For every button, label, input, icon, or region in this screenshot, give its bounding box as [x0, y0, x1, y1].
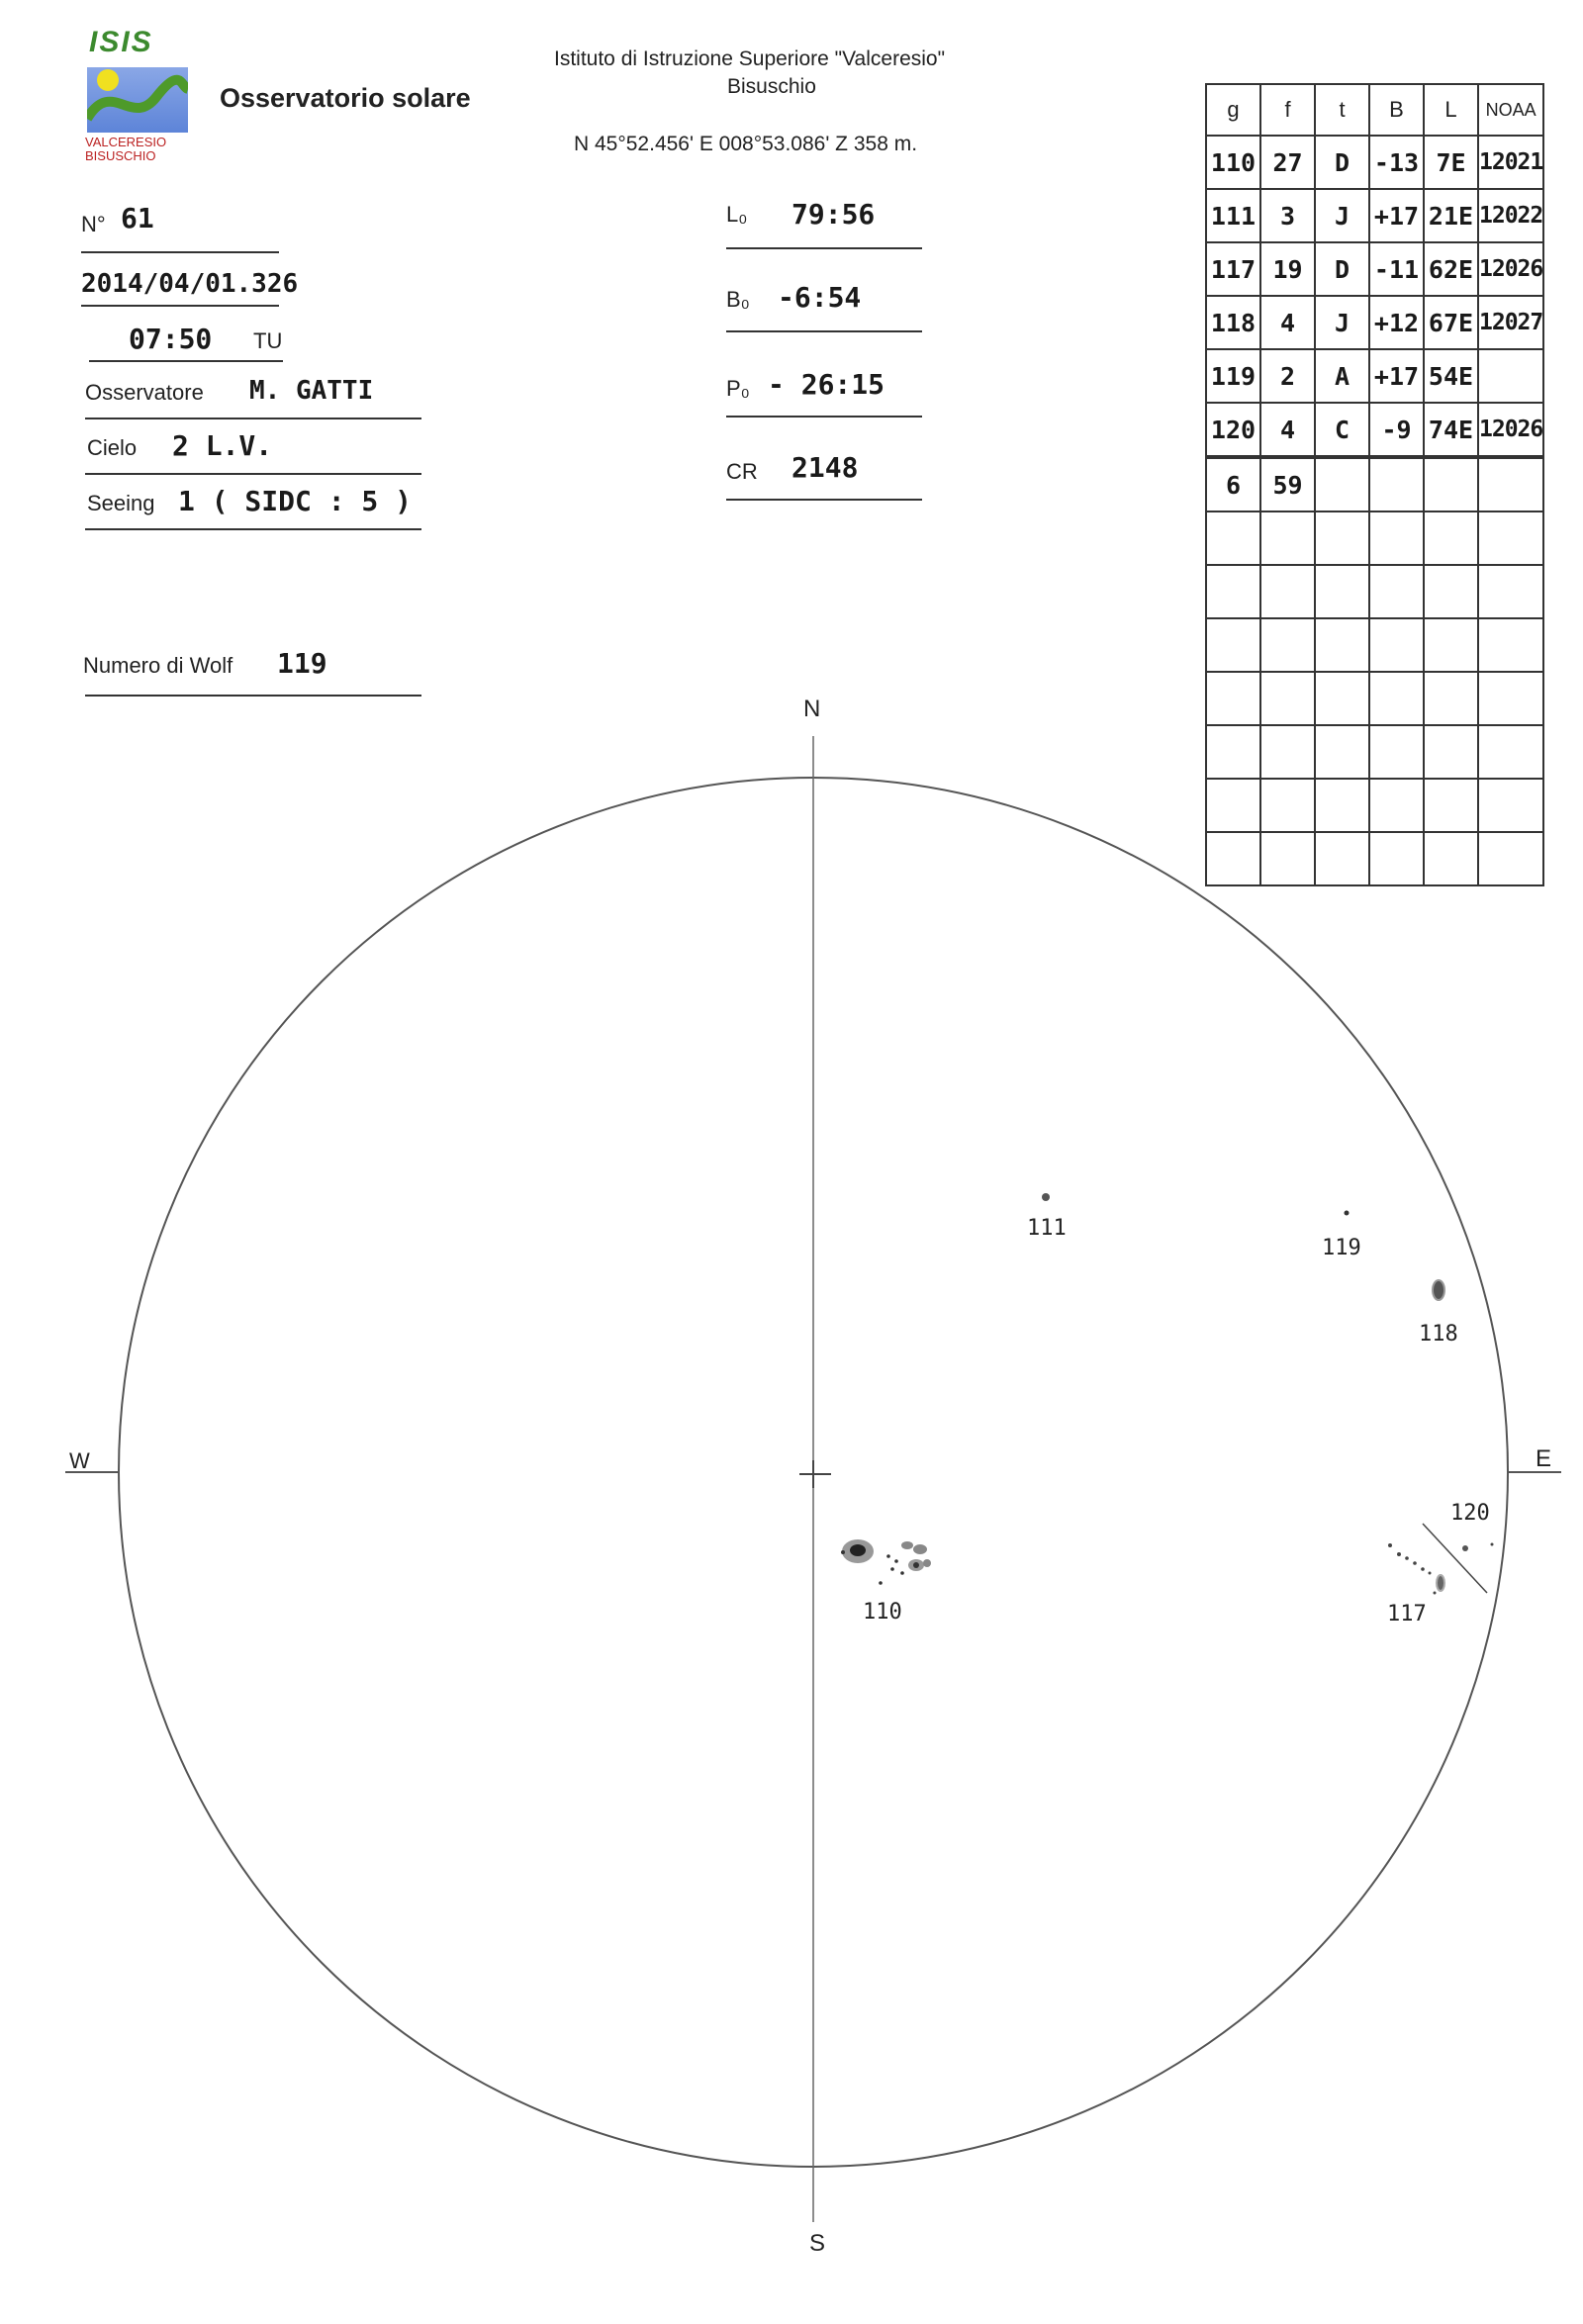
sunspot-110 — [886, 1554, 890, 1558]
group-label-117: 117 — [1387, 1602, 1427, 1627]
sunspot-117 — [1434, 1592, 1437, 1595]
header-g: g — [1206, 84, 1260, 136]
sunspot-110 — [900, 1571, 904, 1575]
cell-b: +17 — [1369, 349, 1424, 403]
cell-l: 7E — [1424, 136, 1478, 189]
group-label-118: 118 — [1419, 1322, 1458, 1347]
b0-value: -6:54 — [778, 281, 862, 314]
cell-noaa: 12026 — [1478, 403, 1543, 457]
header-l: L — [1424, 84, 1478, 136]
observer-label: Osservatore — [85, 380, 204, 405]
group-label-111: 111 — [1027, 1216, 1067, 1241]
header-t: t — [1315, 84, 1369, 136]
cell-t: J — [1315, 189, 1369, 242]
sunspot-111 — [1042, 1193, 1050, 1201]
cr-label: CR — [726, 459, 758, 484]
cell-l: 62E — [1424, 242, 1478, 296]
seeing-label: Seeing — [87, 491, 155, 515]
cell-f: 2 — [1260, 349, 1315, 403]
l0-label: L₀ — [726, 202, 748, 227]
total-groups: 6 — [1206, 457, 1260, 511]
cell-noaa: 12027 — [1478, 296, 1543, 349]
cr-value: 2148 — [792, 451, 859, 484]
sunspot-117 — [1388, 1543, 1392, 1547]
cell-g: 117 — [1206, 242, 1260, 296]
header-b: B — [1369, 84, 1424, 136]
cell-b: +12 — [1369, 296, 1424, 349]
cell-b: +17 — [1369, 189, 1424, 242]
time-value: 07:50 — [129, 323, 213, 355]
observer-value: M. GATTI — [249, 376, 374, 406]
l0-value: 79:56 — [792, 198, 876, 231]
cell-g: 120 — [1206, 403, 1260, 457]
wolf-value: 119 — [277, 647, 327, 680]
p0-value: - 26:15 — [768, 368, 885, 401]
cell-t: C — [1315, 403, 1369, 457]
cell-f: 27 — [1260, 136, 1315, 189]
institute-name: Istituto di Istruzione Superiore "Valceresio" — [554, 47, 946, 70]
observatory-title: Osservatorio solare — [220, 83, 471, 113]
group-label-119: 119 — [1322, 1236, 1361, 1260]
south-label: S — [809, 2230, 826, 2257]
sky-label: Cielo — [87, 435, 138, 460]
cell-l: 21E — [1424, 189, 1478, 242]
cell-b: -13 — [1369, 136, 1424, 189]
number-value: 61 — [121, 202, 154, 234]
cell-t: D — [1315, 136, 1369, 189]
cell-l: 74E — [1424, 403, 1478, 457]
cell-b: -11 — [1369, 242, 1424, 296]
logo-title: ISIS — [89, 26, 153, 58]
sky-value: 2 L.V. — [172, 429, 273, 462]
cell-g: 111 — [1206, 189, 1260, 242]
sunspot-110 — [879, 1581, 883, 1585]
seeing-value: 1 ( SIDC : 5 ) — [178, 485, 413, 517]
group-label-110: 110 — [863, 1600, 902, 1625]
cell-f: 4 — [1260, 296, 1315, 349]
p0-label: P₀ — [726, 376, 750, 401]
cell-t: J — [1315, 296, 1369, 349]
cell-l: 67E — [1424, 296, 1478, 349]
sunspot-117 — [1421, 1567, 1425, 1571]
sunspot-117 — [1413, 1561, 1417, 1565]
sunspot-117-main — [1437, 1575, 1444, 1591]
number-label: N° — [81, 212, 106, 236]
wolf-label: Numero di Wolf — [83, 653, 233, 678]
cell-l: 54E — [1424, 349, 1478, 403]
cell-noaa: 12026 — [1478, 242, 1543, 296]
sunspot-110 — [894, 1559, 898, 1563]
sunspot-120a — [1462, 1545, 1468, 1551]
sunspot-117 — [1397, 1552, 1401, 1556]
east-label: E — [1536, 1445, 1552, 1472]
sunspot-110-umbra — [850, 1544, 866, 1556]
total-spots: 59 — [1260, 457, 1315, 511]
sunspot-119 — [1345, 1211, 1350, 1216]
logo-subtitle-2: BISUSCHIO — [85, 148, 156, 163]
sunspot-110 — [901, 1541, 913, 1549]
group-separator-line — [1423, 1524, 1487, 1593]
group-label-120: 120 — [1450, 1501, 1490, 1526]
cell-f: 19 — [1260, 242, 1315, 296]
date-value: 2014/04/01.326 — [81, 269, 299, 299]
header-f: f — [1260, 84, 1315, 136]
b0-label: B₀ — [726, 287, 750, 312]
cell-g: 110 — [1206, 136, 1260, 189]
cell-b: -9 — [1369, 403, 1424, 457]
cell-g: 118 — [1206, 296, 1260, 349]
logo-subtitle-1: VALCERESIO — [85, 135, 167, 149]
sunspot-117 — [1429, 1572, 1432, 1575]
sunspot-110 — [913, 1562, 919, 1568]
sunspot-120b — [1491, 1543, 1494, 1546]
cell-g: 119 — [1206, 349, 1260, 403]
cell-noaa: 12021 — [1478, 136, 1543, 189]
time-unit: TU — [253, 328, 283, 353]
cell-noaa: 12022 — [1478, 189, 1543, 242]
sunspot-110 — [841, 1550, 845, 1554]
west-label: W — [69, 1448, 90, 1473]
cell-t: D — [1315, 242, 1369, 296]
sunspot-110 — [923, 1559, 931, 1567]
north-label: N — [803, 696, 821, 722]
sunspot-118 — [1433, 1280, 1444, 1300]
cell-f: 4 — [1260, 403, 1315, 457]
sunspot-117 — [1405, 1556, 1409, 1560]
observatory-coordinates: N 45°52.456' E 008°53.086' Z 358 m. — [574, 133, 918, 155]
header-noaa: NOAA — [1478, 84, 1543, 136]
cell-t: A — [1315, 349, 1369, 403]
cell-f: 3 — [1260, 189, 1315, 242]
institute-location: Bisuschio — [727, 75, 816, 98]
sunspot-110 — [913, 1544, 927, 1554]
sunspot-110 — [890, 1567, 894, 1571]
